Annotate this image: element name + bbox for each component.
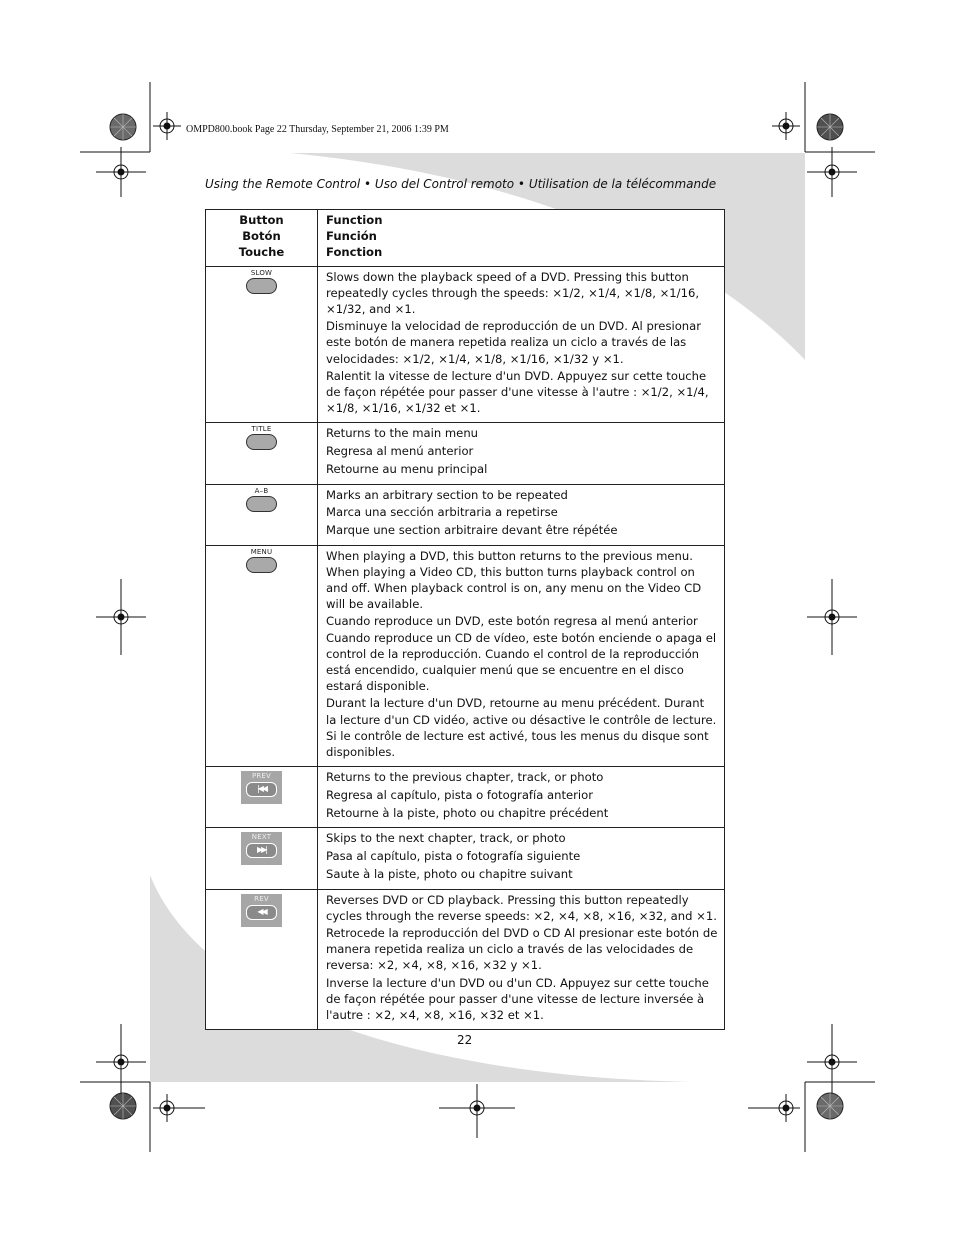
rev-button-caption: REV <box>254 894 269 903</box>
menu-desc-es: Cuando reproduce un DVD, este botón regresa al menú anterior Cuando reproduce un CD de vídeo, este botón enciende o apaga el control de la reproducción. Cuando el control de la reproducción está encendido, cualquier menú que se encuentre en el disco estará disponible. <box>326 614 717 694</box>
title-button-caption: TITLE <box>251 425 272 434</box>
title-desc-fr: Retourne au menu principal <box>326 461 488 476</box>
button-cell <box>206 484 318 545</box>
rev-desc-fr: Inverse la lecture d'un DVD ou d'un CD. Appuyez sur cette touche de façon répétée pour passer d'une vitesse de lecture inversée à l'autre : ×2, ×4, ×8, ×16, ×32 et ×1. <box>326 975 709 1022</box>
menu-desc-en: When playing a DVD, this button returns to the previous menu. When playing a Video CD, this button turns playback control on and off. When playback control is on, any menu on the Video CD will be available. <box>326 548 702 612</box>
ab-desc-es: Marca una sección arbitraria a repetirse <box>326 505 558 520</box>
function-cell <box>318 767 725 828</box>
function-cell <box>318 423 725 484</box>
rev-desc-es: Retrocede la reproducción del DVD o CD Al presionar este botón de manera repetida realiza un ciclo a través de las velocidades de reversa: ×2, ×4, ×8, ×16, ×32 y ×1. <box>326 925 718 973</box>
slow-button-caption: SLOW <box>250 268 273 277</box>
header-function-es: Función <box>326 229 377 244</box>
function-cell <box>318 889 725 1030</box>
table-header-row <box>206 210 725 267</box>
menu-desc-fr: Durant la lecture d'un DVD, retourne au menu précédent. Durant la lecture d'un CD vidéo, active ou désactive le contrôle de lecture. Si le contrôle de lecture est activé, tous les menus du disque sont disponibles. <box>326 696 717 760</box>
button-cell <box>206 423 318 484</box>
function-cell <box>318 545 725 767</box>
rev-desc-en: Reverses DVD or CD playback. Pressing this button repeatedly cycles through the reverse speeds: ×2, ×4, ×8, ×16, ×32, and ×1. <box>326 892 717 923</box>
next-desc-en: Skips to the next chapter, track, or photo <box>326 831 566 846</box>
function-cell <box>318 828 725 889</box>
next-desc-es: Pasa al capítulo, pista o fotografía siguiente <box>326 849 581 864</box>
ab-desc-fr: Marque une section arbitraire devant être répétée <box>326 522 618 537</box>
slow-desc-fr: Ralentit la vitesse de lecture d'un DVD. Appuyez sur cette touche de façon répétée pour passer d'une vitesse à l'autre : ×1/2, ×1/4, ×1/8, ×1/16, ×1/32 et ×1. <box>326 368 709 416</box>
prev-desc-fr: Retourne à la piste, photo ou chapitre précédent <box>326 805 609 820</box>
next-glyph: ▶▶| <box>246 843 277 858</box>
table-row <box>206 545 725 767</box>
header-function-fr: Fonction <box>326 245 383 260</box>
title-desc-en: Returns to the main menu <box>326 426 479 441</box>
slow-desc-es: Disminuye la velocidad de reproducción de un DVD. Al presionar este botón de manera repetida realiza un ciclo a través de las velocidades: ×1/2, ×1/4, ×1/8, ×1/16, ×1/32 y ×1. <box>326 319 702 366</box>
header-function-en: Function <box>326 213 383 227</box>
ab-button-icon <box>246 496 277 512</box>
header-button-en: Button <box>239 213 284 227</box>
rewind-icon <box>241 894 282 927</box>
table-row <box>206 828 725 889</box>
slow-button-icon <box>246 278 277 294</box>
header-function-cell <box>318 210 725 267</box>
header-button-es: Botón <box>242 229 281 244</box>
table-row <box>206 484 725 545</box>
prev-glyph: |◀◀ <box>246 782 277 797</box>
prev-desc-en: Returns to the previous chapter, track, or photo <box>326 770 604 785</box>
button-cell <box>206 889 318 1030</box>
button-function-table <box>205 209 725 1030</box>
button-cell <box>206 545 318 767</box>
ab-button-caption: A–B <box>254 486 269 495</box>
button-cell <box>206 767 318 828</box>
next-track-icon <box>241 832 282 865</box>
function-cell <box>318 484 725 545</box>
header-button-fr: Touche <box>238 245 285 260</box>
table-row <box>206 767 725 828</box>
title-desc-es: Regresa al menú anterior <box>326 444 474 459</box>
rev-glyph: ◀◀ <box>246 905 277 920</box>
prev-track-icon <box>241 771 282 804</box>
button-cell <box>206 828 318 889</box>
running-head: Using the Remote Control • Uso del Control remoto • Utilisation de la télécommande <box>205 177 717 191</box>
slow-desc-en: Slows down the playback speed of a DVD. Pressing this button repeatedly cycles through the speeds: ×1/2, ×1/4, ×1/8, ×1/16, ×1/32, and ×1. <box>326 269 700 317</box>
menu-button-icon <box>246 557 277 573</box>
printer-slug-line: OMPD800.book Page 22 Thursday, September 21, 2006 1:39 PM <box>186 124 449 135</box>
table-row <box>206 266 725 423</box>
function-cell <box>318 266 725 423</box>
next-button-caption: NEXT <box>251 833 272 842</box>
menu-button-caption: MENU <box>250 547 273 556</box>
prev-desc-es: Regresa al capítulo, pista o fotografía anterior <box>326 788 594 802</box>
ab-desc-en: Marks an arbitrary section to be repeated <box>326 487 568 502</box>
table-row <box>206 423 725 484</box>
next-desc-fr: Saute à la piste, photo ou chapitre suivant <box>326 866 573 881</box>
button-cell <box>206 266 318 423</box>
header-button-cell <box>206 210 318 267</box>
table-row <box>206 889 725 1030</box>
page-number: 22 <box>457 1033 473 1047</box>
prev-button-caption: PREV <box>251 772 272 781</box>
title-button-icon <box>246 434 277 450</box>
